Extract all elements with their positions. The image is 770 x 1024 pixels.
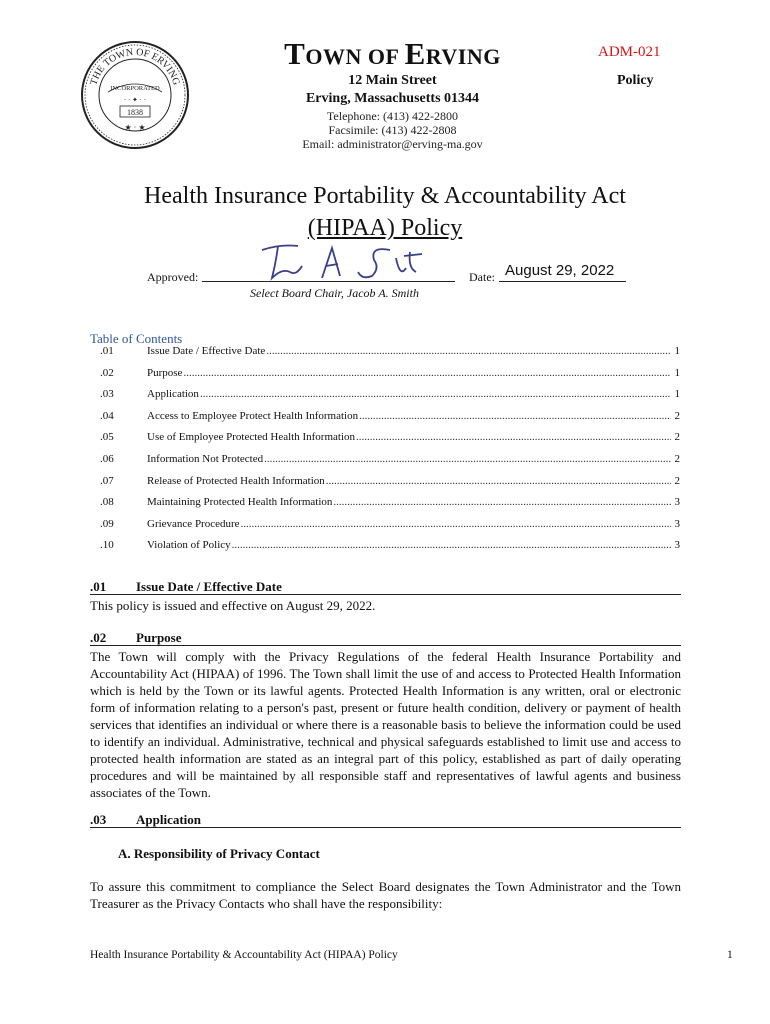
toc-entry[interactable]: .10 Violation of Policy ..... 3: [100, 539, 680, 561]
toc-entry[interactable]: .01 Issue Date / Effective Date ..... 1: [100, 345, 680, 367]
table-of-contents: [100, 345, 680, 561]
seal-year: 1838: [127, 108, 143, 117]
seal-incorporated: INCORPORATED: [110, 85, 160, 92]
date-label: Date:: [469, 270, 495, 284]
toc-entry[interactable]: .07 Release of Protected Health Information ..... 2: [100, 475, 680, 497]
toc-entry[interactable]: .05 Use of Employee Protected Health Information ..... 2: [100, 431, 680, 453]
toc-title: Table of Contents: [90, 331, 183, 346]
toc-entry[interactable]: .06 Information Not Protected ..... 2: [100, 453, 680, 475]
signer-caption: Select Board Chair, Jacob A. Smith: [250, 286, 419, 300]
facsimile: Facsimile: (413) 422-2808: [328, 123, 457, 137]
address-street: 12 Main Street: [348, 73, 437, 88]
title-line-1: Health Insurance Portability & Accountability Act: [144, 183, 626, 209]
footer-title: Health Insurance Portability & Accountability Act (HIPAA) Policy: [90, 949, 398, 961]
town-name: TOWN OF ERVING: [284, 36, 501, 71]
title-line-2: (HIPAA) Policy: [307, 215, 463, 241]
toc-entry[interactable]: .09 Grievance Procedure ..... 3: [100, 518, 680, 540]
toc-entry[interactable]: .02 Purpose ..... 1: [100, 367, 680, 389]
toc-entry[interactable]: .08 Maintaining Protected Health Information ..... 3: [100, 496, 680, 518]
toc-entry[interactable]: .04 Access to Employee Protect Health Information ..... 2: [100, 410, 680, 432]
page-number: 1: [727, 949, 733, 961]
toc-entry[interactable]: .03 Application ..... 1: [100, 388, 680, 410]
section-03-subheading-a: A. Responsibility of Privacy Contact: [118, 846, 320, 861]
date-line: [499, 281, 626, 282]
section-02-text: The Town will comply with the Privacy Regulations of the federal Health Insurance Portability and Accountability Act (HIPAA) of 1996. The Town shall limit the use of and access to Protected Health Information which is held by the Town or its lawful agents. Protected Health Information is any written, oral or electronic form of information relating to a person's past, present or future health condition, delivery or payment of health services that identifies an individual or where there is a reasonable basis to believe the information could be used to identify an individual. Administrative, technical and physical safeguards established to limit use and access to protected health information are stated as an integral part of this policy, established as part of daily operating procedures and will be maintained by all responsible staff and representatives of lawful agents and business associates of the Town.: [90, 649, 681, 800]
address-city: Erving, Massachusetts 01344: [305, 91, 480, 106]
section-01-heading: .01 Issue Date / Effective Date: [90, 579, 681, 595]
svg-text:· · ✦ · ·: · · ✦ · ·: [123, 96, 147, 104]
email: Email: administrator@erving-ma.gov: [302, 137, 483, 151]
section-03-heading: .03 Application: [90, 812, 681, 828]
signature-image: [250, 238, 430, 288]
document-title: [60, 180, 710, 244]
seal-arc-text: THE TOWN OF ERVING: [88, 46, 182, 87]
approved-label: Approved:: [147, 270, 199, 284]
date-value: August 29, 2022: [505, 262, 615, 279]
section-01-text: This policy is issued and effective on August 29, 2022.: [90, 598, 376, 613]
section-02-heading: .02 Purpose: [90, 630, 681, 646]
document-code: ADM-021: [598, 44, 661, 60]
svg-text:★ · ★: ★ · ★: [124, 123, 146, 132]
section-03-text: To assure this commitment to compliance the Select Board designates the Town Administrator and the Town Treasurer as the Privacy Contacts who shall have the responsibility:: [90, 879, 681, 911]
telephone: Telephone: (413) 422-2800: [326, 109, 459, 123]
document-type: Policy: [617, 73, 654, 88]
town-seal-icon: [80, 40, 190, 150]
